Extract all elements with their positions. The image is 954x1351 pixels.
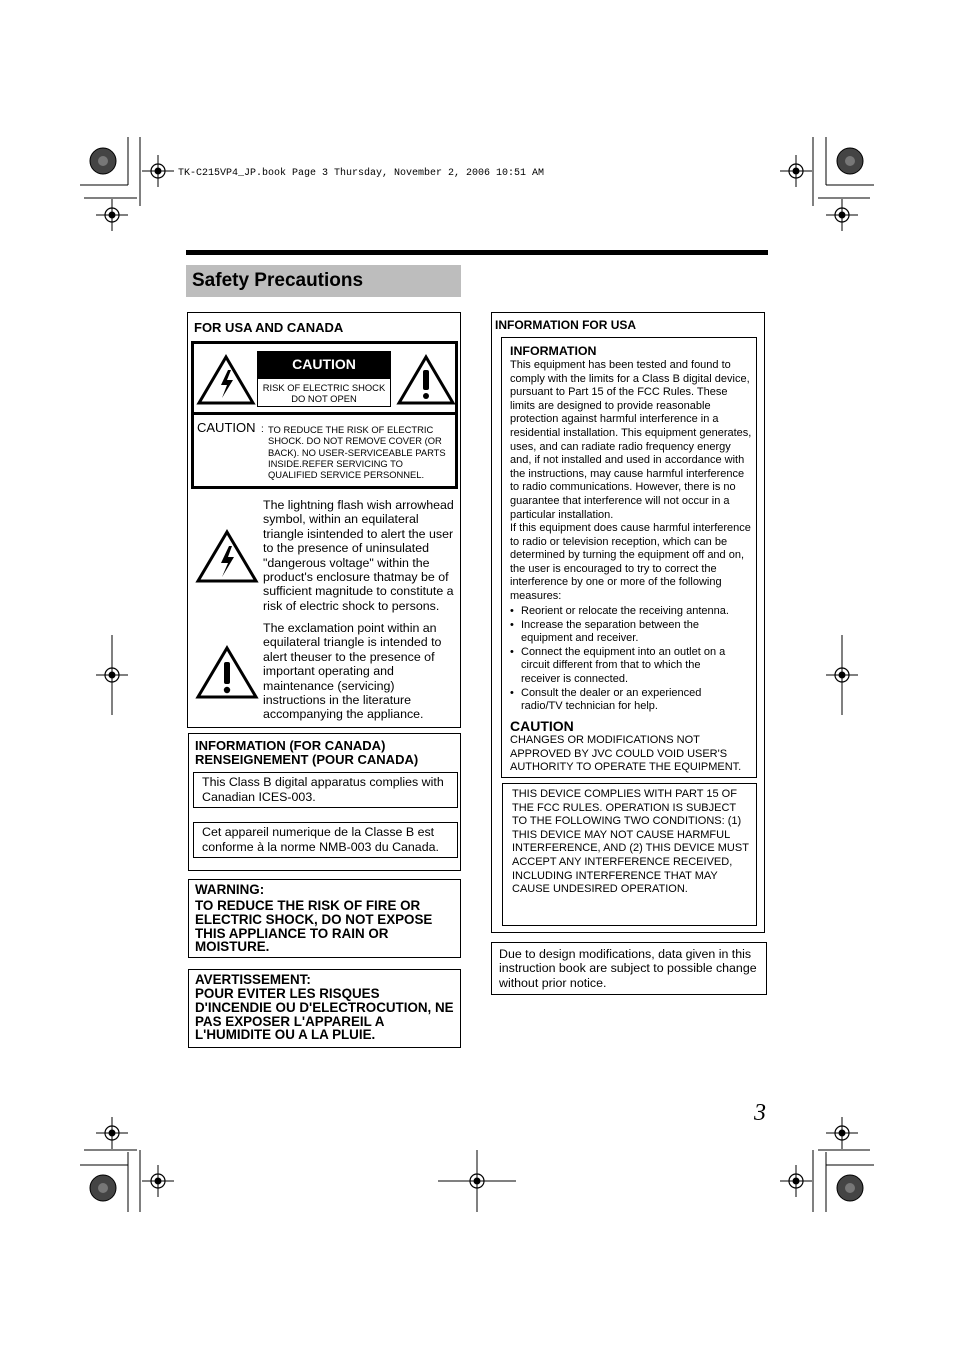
caution-label-panel: [191, 341, 458, 489]
list-item: • Reorient or relocate the receiving antenna.: [510, 605, 740, 619]
usa-heading: INFORMATION FOR USA: [495, 318, 637, 332]
canada-heading-en: INFORMATION (FOR CANADA): [195, 738, 386, 753]
usa-info-box: [491, 312, 765, 933]
exclamation-triangle-icon: [397, 354, 455, 406]
canada-heading-fr: RENSEIGNEMENT (POUR CANADA): [195, 752, 419, 767]
measures-list: [510, 605, 740, 714]
caution-banner: CAUTION: [257, 351, 391, 378]
risk-label: RISK OF ELECTRIC SHOCK DO NOT OPEN: [257, 378, 391, 407]
warning-label: WARNING:: [195, 882, 265, 897]
lightning-explanation: The lightning flash wish arrowhead symbol, within an equilateral triangle isintended to alert the user to the presence of uninsulated "dangerous voltage" within the product's enclosure thatmay be of sufficient magnitude to constitute a risk of electric shock to persons.: [263, 498, 454, 613]
avertissement-box: [188, 969, 461, 1048]
caution-word: CAUTION: [197, 420, 256, 435]
information-paragraph-1: This equipment has been tested and found to comply with the limits for a Class B digital device, pursuant to Part 15 of the FCC Rules. These limits are designed to provide reasonable protection against harmful interference in a residential installation. This equipment generates, uses, and can radiate radio frequency energy and, if not installed and used in accordance with the instructions, may cause harmful interference to radio communications. However, there is no guarantee that interference will not occur in a particular installation.: [510, 359, 752, 521]
warning-text: TO REDUCE THE RISK OF FIRE OR ELECTRIC SHOCK, DO NOT EXPOSE THIS APPLIANCE TO RAIN OR MOISTURE.: [195, 898, 433, 955]
lightning-triangle-icon: [195, 529, 259, 585]
list-item: • Increase the separation between the equipment and receiver.: [510, 619, 740, 646]
list-item: • Consult the dealer or an experienced radio/TV technician for help.: [510, 687, 740, 714]
page-number: 3: [754, 1100, 766, 1126]
caution-text: TO REDUCE THE RISK OF ELECTRIC SHOCK. DO NOT REMOVE COVER (OR BACK). NO USER-SERVICEABLE PARTS INSIDE.REFER SERVICING TO QUALIFIED SERVICE PERSONNEL.: [268, 424, 446, 481]
section-title-bar: [186, 265, 461, 297]
information-heading: INFORMATION: [510, 344, 597, 358]
fcc-part15-panel: [502, 783, 757, 926]
caution-divider: [194, 412, 455, 415]
avertissement-label: AVERTISSEMENT:: [195, 972, 311, 987]
design-notice-box: [491, 942, 767, 995]
canada-english-notice: This Class B digital apparatus complies with Canadian ICES-003.: [193, 772, 458, 808]
usa-canada-heading: FOR USA AND CANADA: [194, 320, 344, 335]
fcc-information-panel: [501, 337, 757, 778]
fcc-part15-text: THIS DEVICE COMPLIES WITH PART 15 OF THE FCC RULES. OPERATION IS SUBJECT TO THE FOLLOWING TWO CONDITIONS: (1) THIS DEVICE MAY NOT CAUSE HARMFUL INTERFERENCE, AND (2) THIS DEVICE MUST ACCEPT ANY INTERFERENCE RECEIVED, INCLUDING INTERFERENCE THAT MAY CAUSE UNDESIRED OPERATION.: [512, 788, 749, 896]
information-paragraph-2: If this equipment does cause harmful interference to radio or television reception, which can be determined by turning the equipment off and on, the user is encouraged to try to correct the interference by one or more of the following measures:: [510, 522, 751, 602]
exclamation-explanation: The exclamation point within an equilateral triangle is intended to alert theuser to the presence of important operating and maintenance (servicing) instructions in the literature accompanying the appliance.: [263, 621, 442, 722]
caution-colon: :: [261, 424, 264, 435]
canada-heading: [195, 739, 418, 767]
list-item: • Connect the equipment into an outlet on a circuit different from that to which the receiver is connected.: [510, 646, 740, 687]
canada-french-notice: Cet appareil numerique de la Classe B est conforme à la norme NMB-003 du Canada.: [193, 822, 458, 858]
color-target-icon: [90, 148, 116, 174]
fcc-caution-text: CHANGES OR MODIFICATIONS NOT APPROVED BY JVC COULD VOID USER'S AUTHORITY TO OPERATE THE EQUIPMENT.: [510, 734, 742, 774]
usa-canada-box: [187, 312, 461, 728]
lightning-triangle-icon: [197, 354, 255, 406]
exclamation-triangle-icon: [195, 645, 259, 701]
top-rule: [186, 250, 768, 255]
print-header: TK-C215VP4_JP.book Page 3 Thursday, November 2, 2006 10:51 AM: [178, 168, 545, 179]
canada-info-box: [188, 733, 461, 871]
design-notice-text: Due to design modifications, data given in this instruction book are subject to possible change without prior notice.: [499, 947, 757, 990]
avertissement-text: POUR EVITER LES RISQUES D'INCENDIE OU D'ELECTROCUTION, NE PAS EXPOSER L'APPAREIL A L'HUMIDITE OU A LA PLUIE.: [195, 986, 454, 1043]
warning-box: [188, 879, 461, 958]
page-title: Safety Precautions: [192, 270, 364, 291]
fcc-caution-heading: CAUTION: [510, 718, 574, 734]
